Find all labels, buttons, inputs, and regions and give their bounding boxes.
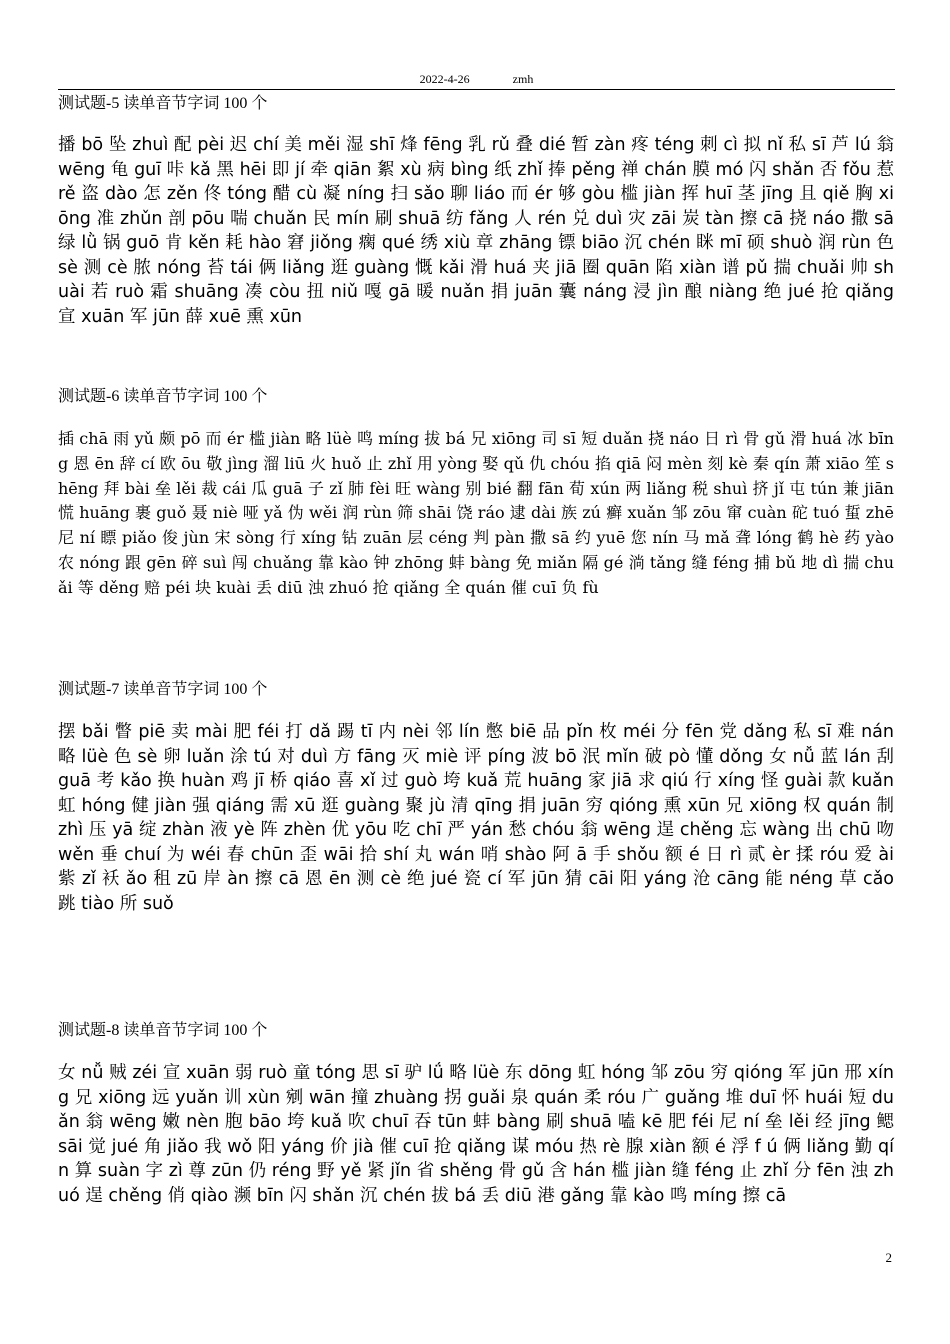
header-author: zmh (512, 72, 534, 86)
header-date: 2022-4-26 (419, 72, 470, 86)
section-title-6: 测试题-6 读单音节字词 100 个 (58, 388, 268, 405)
page-number: 2 (885, 1250, 892, 1265)
section-title-5: 测试题-5 读单音节字词 100 个 (58, 95, 268, 112)
section-body-6: 插 chā 雨 yǔ 颇 pō 而 ér 槛 jiàn 略 lüè 鸣 míng 拔 bá 兄 xiōng 司 sī 短 duǎn 挠 náo 日 rì 骨 gǔ 滑 huá 冰 bīng 恩 ēn 辞 cí 欧 ōu 敬 jìng 溜 liū 火 huǒ 止 zhǐ 用 yòng 娶 qǔ 仇 chóu 掐 qiā 闷 mèn 刻 kè 秦 qín 萧 xiāo 笙 shēng 拜 bài 垒 lěi 裁 cái 瓜 guā 子 zǐ 肺 fèi 旺 wàng 别 bié 翻 fān 荀 xún 两 liǎng 税 shuì 挤 jǐ 屯 tún 兼 jiān 慌 huāng 裹 guǒ 聂 niè 哑 yǎ 伪 wěi 润 rùn 筛 shāi 饶 ráo 逮 dài 族 zú 癣 xuǎn 邹 zōu 窜 cuàn 砣 tuó 蜇 zhē 尼 ní 瞟 piǎo 俊 jùn 宋 sòng 行 xíng 钻 zuān 层 céng 判 pàn 撒 sā 约 yuē 您 nín 马 mǎ 聋 lóng 鹤 hè 药 yào 农 nóng 跟 gēn 碎 suì 闯 chuǎng 靠 kào 钟 zhōng 蚌 bàng 免 miǎn 隔 gé 淌 tǎng 缝 féng 捕 bǔ 地 dì 揣 chuǎi 等 děng 赔 péi 块 kuài 丢 diū 浊 zhuó 抢 qiǎng 全 quán 催 cuī 负 fù (58, 429, 894, 597)
section-body-5: 播 bō 坠 zhuì 配 pèi 迟 chí 美 měi 湿 shī 烽 fēng 乳 rǔ 叠 dié 暂 zàn 疼 téng 刺 cì 拟 nǐ 私 sī 芦 lú 翁 wēng 龟 guī 咔 kǎ 黑 hēi 即 jí 牵 qiān 絮 xù 病 bìng 纸 zhǐ 捧 pěng 禅 chán 膜 mó 闪 shǎn 否 fǒu 惹 rě 盗 dào 怎 zěn 佟 tóng 醋 cù 凝 níng 扫 sǎo 聊 liáo 而 ér 够 gòu 槛 jiàn 挥 huī 茎 jīng 且 qiě 胸 xiōng 准 zhǔn 剖 pōu 喘 chuǎn 民 mín 刷 shuā 纺 fǎng 人 rén 兑 duì 灾 zāi 炭 tàn 擦 cā 挠 náo 撒 sā 绿 lǜ 锅 guō 肯 kěn 耗 hào 窘 jiǒng 瘸 qué 绣 xiù 章 zhāng 镖 biāo 沉 chén 眯 mī 硕 shuò 润 rùn 色 sè 测 cè 脓 nóng 苔 tái 俩 liǎng 逛 guàng 慨 kǎi 滑 huá 夹 jiā 圈 quān 陷 xiàn 谱 pǔ 揣 chuǎi 帅 shuài 若 ruò 霜 shuāng 凑 còu 扭 niǔ 嘎 gā 暖 nuǎn 捐 juān 囊 náng 浸 jìn 酿 niàng 绝 jué 抢 qiǎng 宣 xuān 军 jūn 薛 xuē 熏 xūn (58, 135, 894, 327)
section-title-8: 测试题-8 读单音节字词 100 个 (58, 1022, 268, 1039)
section-body-8: 女 nǚ 贼 zéi 宣 xuān 弱 ruò 童 tóng 思 sī 驴 lǘ 略 lüè 东 dōng 虹 hóng 邹 zōu 穷 qióng 军 jūn 邢 xíng 兄 xiōng 远 yuǎn 训 xùn 剜 wān 撞 zhuàng 拐 guǎi 泉 quán 柔 róu 广 guǎng 堆 duī 怀 huái 短 duǎn 翁 wēng 嫩 nèn 胞 bāo 垮 kuǎ 吹 chuī 吞 tūn 蚌 bàng 刷 shuā 嗑 kē 肥 féi 尼 ní 垒 lěi 经 jīng 鳃 sāi 觉 jué 角 jiǎo 我 wǒ 阳 yáng 价 jià 催 cuī 抢 qiǎng 谋 móu 热 rè 腺 xiàn 额 é 浮 f ú 俩 liǎng 勤 qín 算 suàn 字 zì 尊 zūn 仍 réng 野 yě 紧 jǐn 省 shěng 骨 gǔ 含 hán 槛 jiàn 缝 féng 止 zhǐ 分 fēn 浊 zhuó 逞 chěng 俏 qiào 濒 bīn 闪 shǎn 沉 chén 拔 bá 丢 diū 港 gǎng 靠 kào 鸣 míng 擦 cā (58, 1063, 894, 1206)
page-header (58, 72, 895, 90)
section-title-7: 测试题-7 读单音节字词 100 个 (58, 681, 268, 698)
section-body-7: 摆 bǎi 瞥 piē 卖 mài 肥 féi 打 dǎ 踢 tī 内 nèi 邻 lín 憋 biē 品 pǐn 枚 méi 分 fēn 党 dǎng 私 sī 难 nán 略 lüè 色 sè 卵 luǎn 涂 tú 对 duì 方 fāng 灭 miè 评 píng 波 bō 泯 mǐn 破 pò 懂 dǒng 女 nǚ 蓝 lán 刮 guā 考 kǎo 换 huàn 鸡 jī 桥 qiáo 喜 xǐ 过 guò 垮 kuǎ 荒 huāng 家 jiā 求 qiú 行 xíng 怪 guài 款 kuǎn 虹 hóng 健 jiàn 强 qiáng 需 xū 逛 guàng 聚 jù 清 qīng 捐 juān 穷 qióng 熏 xūn 兄 xiōng 权 quán 制 zhì 压 yā 绽 zhàn 液 yè 阵 zhèn 优 yōu 吃 chī 严 yán 愁 chóu 翁 wēng 逞 chěng 忘 wàng 出 chū 吻 wěn 垂 chuí 为 wéi 春 chūn 歪 wāi 拾 shí 丸 wán 哨 shào 阿 ā 手 shǒu 额 é 日 rì 贰 èr 揉 róu 爱 ài 紫 zǐ 袄 ǎo 租 zū 岸 àn 擦 cā 恩 ēn 测 cè 绝 jué 瓷 cí 军 jūn 猜 cāi 阳 yáng 沧 cāng 能 néng 草 cǎo 跳 tiào 所 suǒ (58, 722, 894, 914)
